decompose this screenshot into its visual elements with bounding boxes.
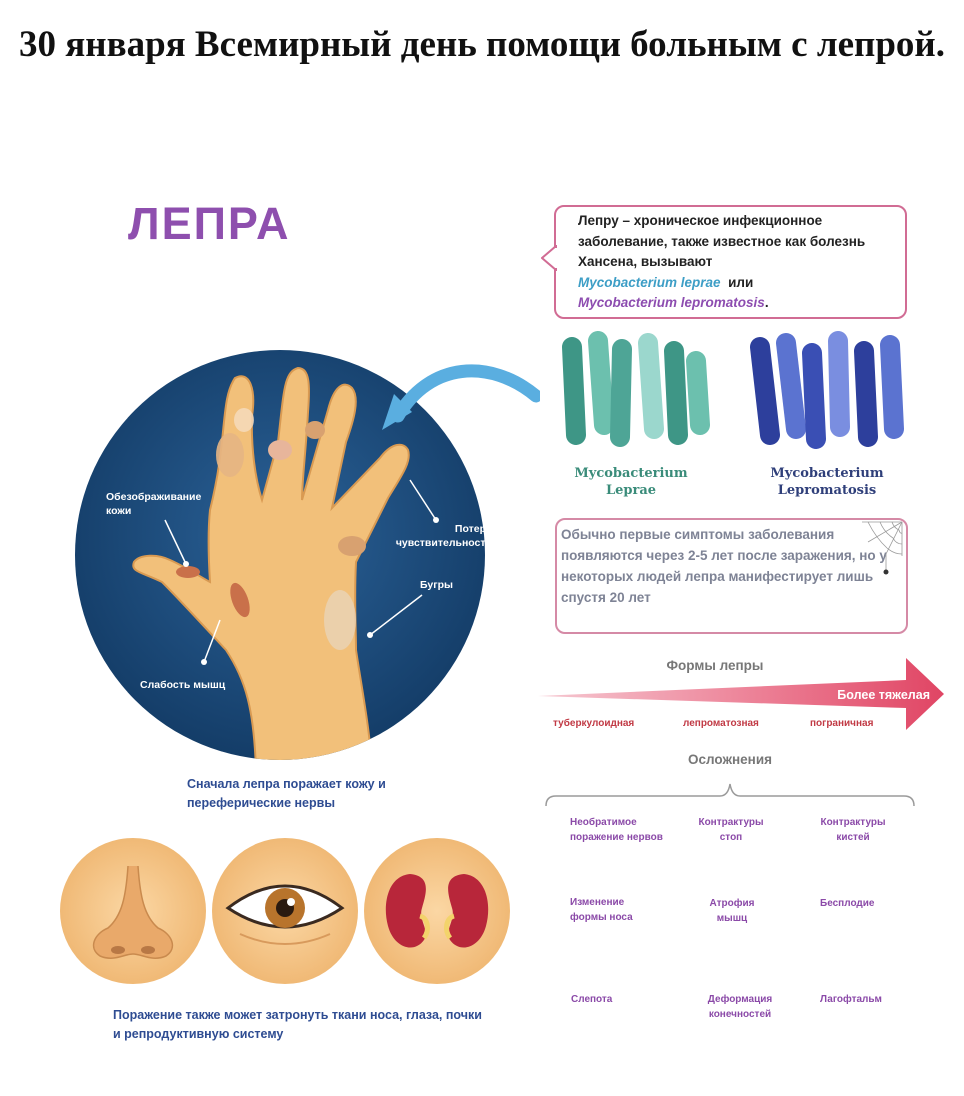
definition-or: или xyxy=(728,274,754,290)
form-tuberculoid: туберкулоидная xyxy=(553,718,635,729)
organs-caption: Поражение также может затронуть ткани носа, глаза, почки и репродуктивную систему xyxy=(113,1008,482,1041)
speech-pointer xyxy=(541,245,558,271)
definition-end: . xyxy=(764,295,769,310)
label-sensitivity-loss: Потеря чувствительности xyxy=(395,523,492,549)
curved-arrow-icon xyxy=(380,360,540,450)
label-mycobacterium-lepromatosis: Mycobacterium Lepromatosis xyxy=(770,466,884,498)
organ-illustrations xyxy=(58,836,510,986)
kidneys-icon xyxy=(364,838,510,984)
page-title: 30 января Всемирный день помощи больным с лепрой. xyxy=(19,24,945,65)
label-mycobacterium-leprae: Mycobacterium Leprae xyxy=(574,466,688,498)
lepra-heading: ЛЕПРА xyxy=(128,198,291,249)
label-bumps: Бугры xyxy=(420,579,454,591)
nose-icon xyxy=(60,838,206,984)
complications-bracket xyxy=(544,780,916,810)
symptoms-text: Обычно первые симптомы заболевания появляются через 2-5 лет после заражения, но у некоторых людей лепра манифестирует лишь спустя 20 лет xyxy=(561,527,887,605)
label-muscle-weakness: Слабость мышц xyxy=(140,679,226,691)
bacterium-lepromatosis-name: Mycobacterium lepromatosis xyxy=(578,295,765,310)
label-skin-deformation: Обезображивание кожи xyxy=(106,491,202,517)
complication-muscle-atrophy: Атрофия мышц xyxy=(709,898,755,924)
bacterium-leprae-name: Mycobacterium leprae xyxy=(578,274,721,290)
form-lepromatous: лепроматозная xyxy=(683,718,759,729)
complication-limb-deformity: Деформация конечностей xyxy=(707,994,773,1020)
complication-infertility: Бесплодие xyxy=(820,898,875,909)
skin-nerves-caption: Сначала лепра поражает кожу и переферические нервы xyxy=(187,777,386,810)
complication-nerve-damage: Необратимое поражение нервов xyxy=(570,817,663,843)
forms-title: Формы лепры xyxy=(666,658,764,673)
definition-text xyxy=(578,211,908,314)
complication-blindness: Слепота xyxy=(571,994,613,1005)
spider-web-icon xyxy=(858,520,904,580)
lepromatosis-bacteria-icon xyxy=(742,325,912,455)
complication-nose-deformity: Изменение формы носа xyxy=(570,897,633,923)
form-borderline: пограничная xyxy=(810,718,874,729)
complication-lagophthalmos: Лагофтальм xyxy=(820,994,882,1005)
definition-main: Лепру – хроническое инфекционное заболевание, также известное как болезнь Хансена, вызывают xyxy=(578,213,866,269)
more-severe-label: Более тяжелая xyxy=(837,688,930,702)
complication-hand-contractures: Контрактуры кистей xyxy=(820,817,886,843)
complication-foot-contractures: Контрактуры стоп xyxy=(698,817,764,843)
complications-title: Осложнения xyxy=(687,752,773,767)
eye-icon xyxy=(212,838,358,984)
leprae-bacteria-icon xyxy=(550,325,710,455)
